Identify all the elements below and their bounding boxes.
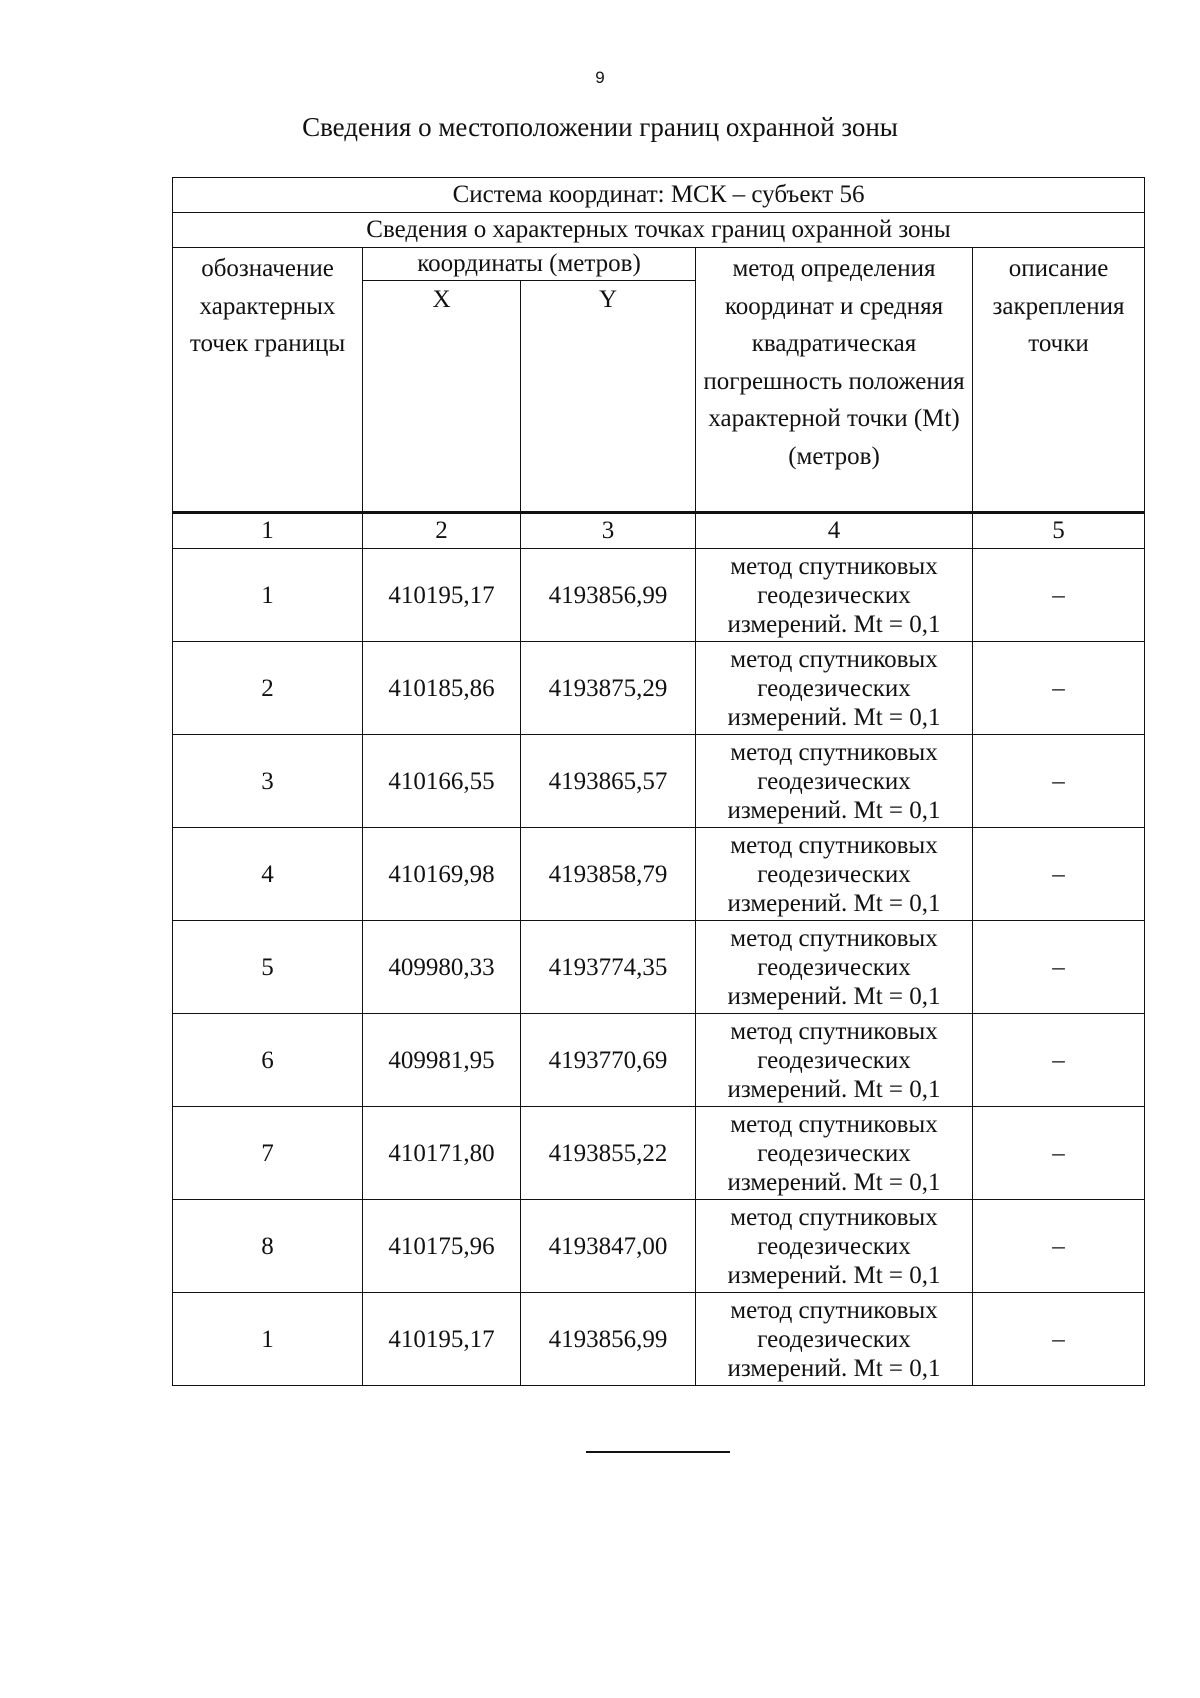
y-cell: 4193865,57 [521, 735, 696, 828]
point-cell: 3 [173, 735, 363, 828]
x-cell: 410175,96 [363, 1200, 521, 1293]
point-cell: 8 [173, 1200, 363, 1293]
column-number: 5 [973, 513, 1145, 549]
header-designation: обозначение характерных точек границы [173, 248, 363, 513]
method-cell: метод спутниковых геодезических измерений. Mt = 0,1 [696, 1014, 973, 1107]
description-cell: – [973, 1293, 1145, 1386]
x-cell: 409980,33 [363, 921, 521, 1014]
points-heading-row [173, 213, 1145, 248]
method-cell: метод спутниковых геодезических измерений. Mt = 0,1 [696, 549, 973, 642]
description-cell: – [973, 1200, 1145, 1293]
y-cell: 4193856,99 [521, 1293, 696, 1386]
table-row [173, 1200, 1145, 1293]
point-cell: 7 [173, 1107, 363, 1200]
coord-system-row [173, 178, 1145, 213]
table-row [173, 1014, 1145, 1107]
table-row [173, 549, 1145, 642]
x-cell: 410195,17 [363, 549, 521, 642]
y-cell: 4193855,22 [521, 1107, 696, 1200]
x-cell: 410166,55 [363, 735, 521, 828]
x-cell: 410195,17 [363, 1293, 521, 1386]
end-divider [586, 1451, 730, 1453]
header-y: Y [521, 281, 696, 513]
description-cell: – [973, 1014, 1145, 1107]
points-heading-cell: Сведения о характерных точках границ охранной зоны [173, 213, 1145, 248]
description-cell: – [973, 735, 1145, 828]
header-x: X [363, 281, 521, 513]
column-number: 2 [363, 513, 521, 549]
x-cell: 410171,80 [363, 1107, 521, 1200]
description-cell: – [973, 828, 1145, 921]
y-cell: 4193858,79 [521, 828, 696, 921]
point-cell: 1 [173, 1293, 363, 1386]
method-cell: метод спутниковых геодезических измерений. Mt = 0,1 [696, 921, 973, 1014]
page-number: 9 [595, 68, 605, 87]
coord-system-cell: Система координат: МСК – субъект 56 [173, 178, 1145, 213]
description-cell: – [973, 549, 1145, 642]
point-cell: 5 [173, 921, 363, 1014]
header-description: описание закрепления точки [973, 248, 1145, 513]
y-cell: 4193770,69 [521, 1014, 696, 1107]
table-row [173, 642, 1145, 735]
point-cell: 2 [173, 642, 363, 735]
y-cell: 4193774,35 [521, 921, 696, 1014]
method-cell: метод спутниковых геодезических измерений. Mt = 0,1 [696, 1107, 973, 1200]
table-row [173, 1107, 1145, 1200]
header-method: метод определения координат и средняя квадратическая погрешность положения характерной точки (Mt) (метров) [696, 248, 973, 513]
point-cell: 4 [173, 828, 363, 921]
point-cell: 1 [173, 549, 363, 642]
header-coordinates: координаты (метров) [363, 248, 696, 281]
x-cell: 410185,86 [363, 642, 521, 735]
y-cell: 4193856,99 [521, 549, 696, 642]
point-cell: 6 [173, 1014, 363, 1107]
column-number-row [173, 513, 1145, 549]
table-row [173, 1293, 1145, 1386]
description-cell: – [973, 642, 1145, 735]
method-cell: метод спутниковых геодезических измерений. Mt = 0,1 [696, 642, 973, 735]
method-cell: метод спутниковых геодезических измерений. Mt = 0,1 [696, 828, 973, 921]
table-row [173, 921, 1145, 1014]
description-cell: – [973, 1107, 1145, 1200]
x-cell: 409981,95 [363, 1014, 521, 1107]
method-cell: метод спутниковых геодезических измерений. Mt = 0,1 [696, 735, 973, 828]
column-number: 1 [173, 513, 363, 549]
y-cell: 4193875,29 [521, 642, 696, 735]
boundary-points-table-container [172, 177, 1144, 1386]
method-cell: метод спутниковых геодезических измерений. Mt = 0,1 [696, 1293, 973, 1386]
method-cell: метод спутниковых геодезических измерений. Mt = 0,1 [696, 1200, 973, 1293]
description-cell: – [973, 921, 1145, 1014]
header-row [173, 248, 1145, 281]
y-cell: 4193847,00 [521, 1200, 696, 1293]
boundary-points-table [172, 177, 1145, 1386]
page-title: Сведения о местоположении границ охранной зоны [302, 112, 898, 142]
x-cell: 410169,98 [363, 828, 521, 921]
column-number: 3 [521, 513, 696, 549]
column-number: 4 [696, 513, 973, 549]
table-row [173, 828, 1145, 921]
table-row [173, 735, 1145, 828]
